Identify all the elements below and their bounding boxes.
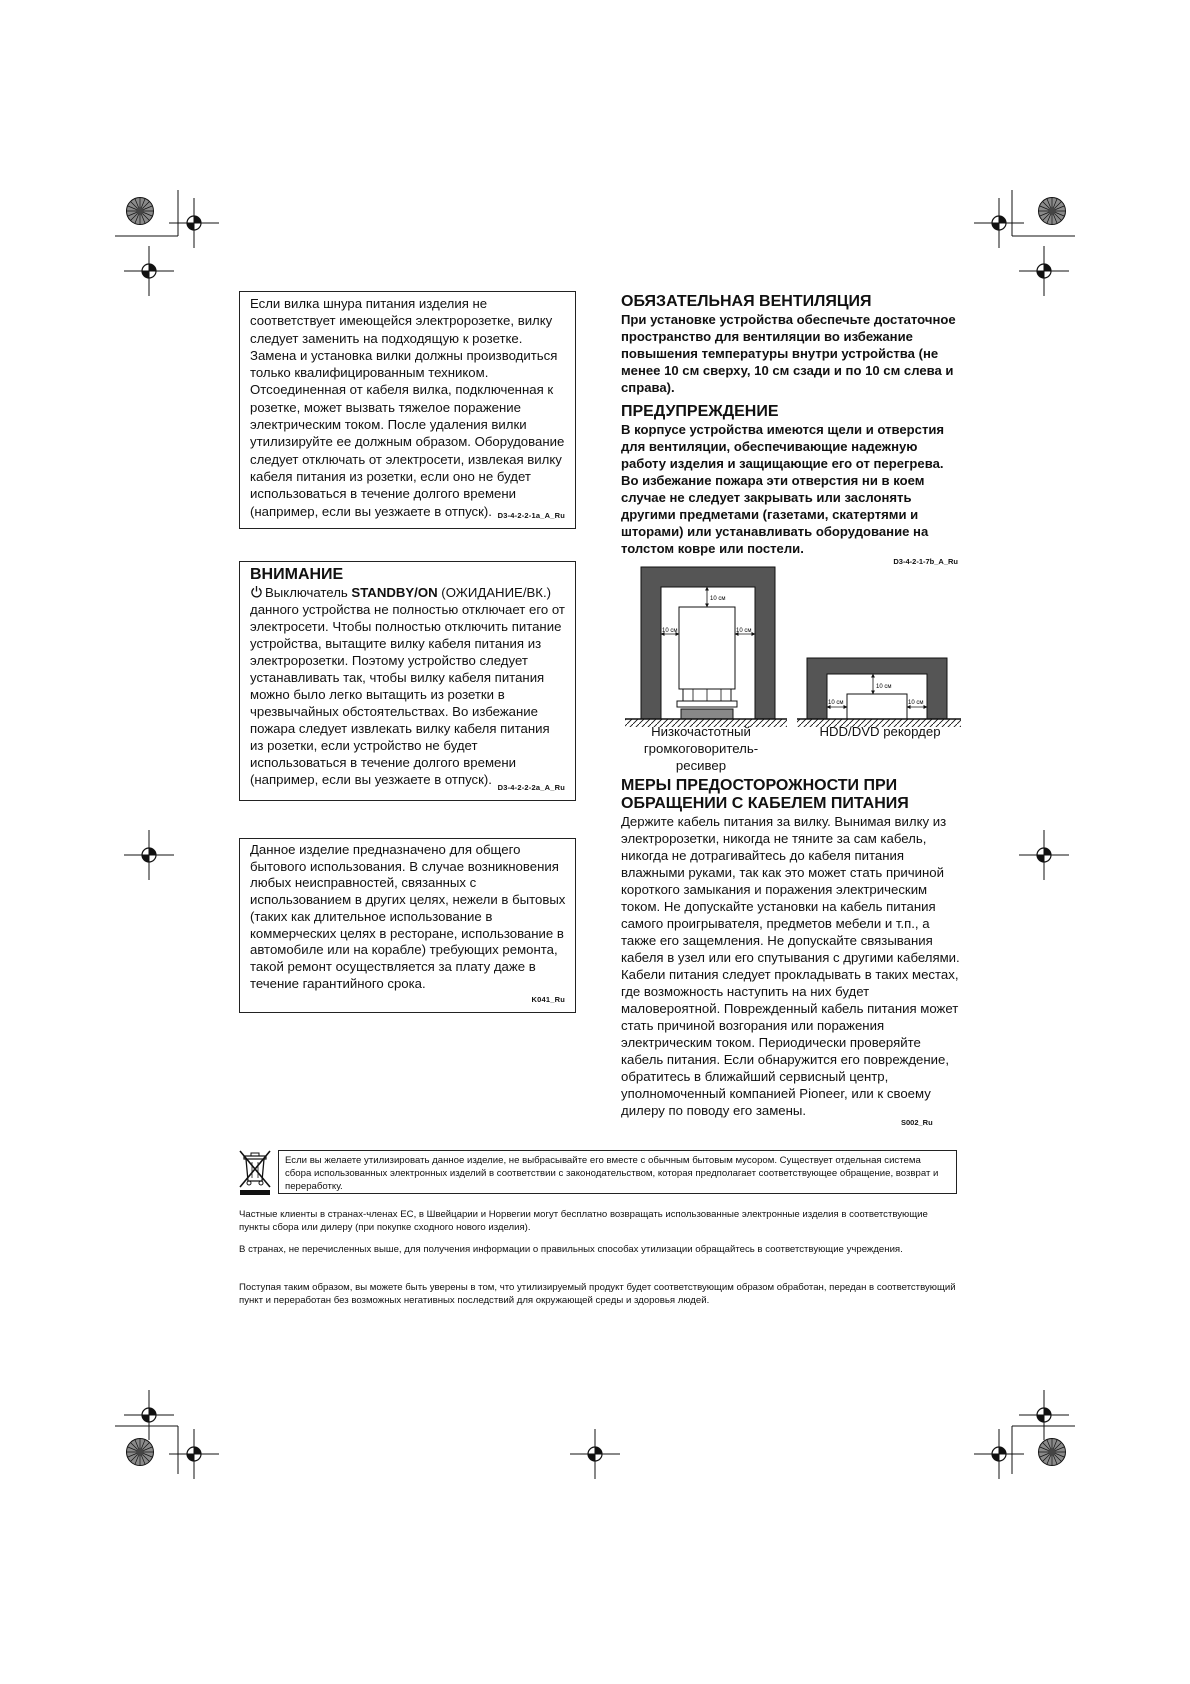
power-cord-code: S002_Ru xyxy=(901,1118,933,1127)
register-mark-middle-left xyxy=(124,830,174,880)
eu-return-paragraph: Частные клиенты в странах-членах ЕС, в Швейцарии и Норвегии могут бесплатно возвращать использованные электронные изделия в соответствующие пункты сбора или дилеру (при покупке сходного нового изделия). xyxy=(239,1209,928,1233)
register-mark-bottom-left xyxy=(169,1429,219,1479)
caution-notice xyxy=(239,561,576,801)
star-target-bottom-left xyxy=(127,1439,154,1466)
gap-label-top: 10 см xyxy=(710,596,726,602)
plug-replacement-notice xyxy=(239,291,576,529)
subwoofer-caption-2: громкоговоритель-ресивер xyxy=(643,741,759,773)
warning-title: ПРЕДУПРЕЖДЕНИЕ xyxy=(621,403,779,420)
caution-intro-after: (ОЖИДАНИЕ/ВК.) xyxy=(437,585,552,600)
household-use-notice xyxy=(239,838,576,1013)
power-cord-precautions xyxy=(621,777,961,1119)
register-mark-top-right xyxy=(974,198,1024,248)
star-target-top-right xyxy=(1039,198,1066,225)
crossed-out-bin-icon xyxy=(238,1147,272,1195)
household-use-text: Данное изделие предназначено для общего бытового использования. В случае возникновения любых неисправностей, связанных с использованием в других целях, нежели в бытовых (таких как длительное использование в коммерческих целях в ресторане, использование в автомобиле или на корабле) требующих ремонта, такой ремонт осуществляется за плату даже в течение гарантийного срока. xyxy=(250,842,566,991)
disposal-assurance-paragraph: Поступая таким образом, вы можете быть уверены в том, что утилизируемый продукт будет соответствующим образом обработан, передан в соответствующий пункт и переработан без возможных негативных последствий для окружающей среды и здоровья людей. xyxy=(239,1282,956,1306)
subwoofer-cabinet xyxy=(641,567,775,719)
warning-text: В корпусе устройства имеются щели и отверстия для вентиляции, обеспечивающие надежную работу изделия и защищающие его от перегрева. Во избежание пожара эти отверстия ни в коем случае не следует закрывать или заслонять другими предметами (газетами, скатертями и шторами) или устанавливать оборудование на толстом ковре или постели. xyxy=(621,422,945,556)
recorder-caption: HDD/DVD рекордер xyxy=(819,724,941,739)
register-mark-bottom-center xyxy=(570,1429,620,1479)
plug-replacement-text: Если вилка шнура питания изделия не соответствует имеющейся электророзетке, вилку следует заменить на подходящую к розетке. Замена и установка вилки должны производиться только квалифицированным техником. Отсоединенная от кабеля вилка, подключенная к розетке, может вызвать тяжелое поражение электрическим током. После удаления вилки утилизируйте ее должным образом. Оборудование следует отключать от электросети, извлекая вилку кабеля питания из розетки, если оно не будет использоваться в течение долгого времени (например, если вы уезжаете в отпуск). xyxy=(250,296,565,519)
warning-code: D3-4-2-1-7b_A_Ru xyxy=(893,557,958,566)
register-mark-top-left-2 xyxy=(124,246,174,296)
recorder-unit xyxy=(847,694,907,719)
standby-on-label: STANDBY/ON xyxy=(351,585,438,600)
gap-label-left: 10 см xyxy=(662,628,678,634)
power-cord-title-2: ОБРАЩЕНИИ С КАБЕЛЕМ ПИТАНИЯ xyxy=(621,795,909,812)
register-mark-bottom-right xyxy=(974,1429,1024,1479)
ventilation-title: ОБЯЗАТЕЛЬНАЯ ВЕНТИЛЯЦИЯ xyxy=(621,293,872,310)
register-mark-bottom-left-2 xyxy=(124,1390,174,1440)
register-mark-top-left xyxy=(169,198,219,248)
caution-title: ВНИМАНИЕ xyxy=(250,566,344,583)
caution-intro xyxy=(250,584,566,601)
weee-notice: Если вы желаете утилизировать данное изделие, не выбрасывайте его вместе с обычным бытовым мусором. Существует отдельная система сбора использованных электронных изделий в соответствии с законодательством, которая предполагает соответствующее обращение, возврат и переработку. xyxy=(278,1150,957,1194)
register-mark-top-right-2 xyxy=(1019,246,1069,296)
subwoofer-caption xyxy=(621,723,781,774)
register-mark-middle-right xyxy=(1019,830,1069,880)
power-cord-text: Держите кабель питания за вилку. Вынимая вилку из электророзетки, никогда не тяните за сам кабель, никогда не дотрагивайтесь до кабеля питания влажными руками, так как это может стать причиной короткого замыкания и поражения электрическим током. Не допускайте установки на кабель питания самого проигрывателя, предметов мебели и т.п., а также его защемления. Не допускайте связывания кабеля в узел или его спутывания с другими кабелями. Кабели питания следует прокладывать в таких местах, где возможность наступить на них будет маловероятной. Поврежденный кабель питания может стать причиной возгорания или поражения электрическим током. Периодически проверяйте кабель питания. Если обнаружится его повреждение, обратитесь в ближайший сервисный центр, уполномоченный компанией Pioneer, или к своему дилеру по поводу его замены. xyxy=(621,814,960,1118)
gap-label-right-2: 10 см xyxy=(908,700,924,706)
notice-code: D3-4-2-2-2a_A_Ru xyxy=(497,783,565,792)
notice-code: K041_Ru xyxy=(531,995,565,1004)
ventilation-text: При установке устройства обеспечьте достаточное пространство для вентиляции во избежание повышения температуры внутри устройства (не менее 10 см сверху, 10 см сзади и по 10 см слева и справа). xyxy=(621,312,956,395)
gap-label-top-2: 10 см xyxy=(876,684,892,690)
register-mark-bottom-right-2 xyxy=(1019,1390,1069,1440)
power-icon xyxy=(250,585,263,598)
right-column xyxy=(621,293,958,568)
subwoofer-caption-1: Низкочастотный xyxy=(651,724,751,739)
gap-label-left-2: 10 см xyxy=(828,700,844,706)
caution-text: данного устройства не полностью отключает его от электросети. Чтобы полностью отключить питание устройства, вытащите вилку кабеля питания из электророзетки. Поэтому устройство следует устанавливать так, чтобы вилку кабеля питания можно было легко вытащить из розетки в чрезвычайных обстоятельствах. Во избежание пожара следует извлекать вилку кабеля питания из розетки, если устройство не будет использоваться в течение долгого времени (например, если вы уезжаете в отпуск). xyxy=(250,602,565,787)
gap-label-right: 10 см xyxy=(736,628,752,634)
power-cord-title-1: МЕРЫ ПРЕДОСТОРОЖНОСТИ ПРИ xyxy=(621,777,898,794)
caution-intro-before: Выключатель xyxy=(265,585,352,600)
notice-code: D3-4-2-2-1a_A_Ru xyxy=(497,511,565,520)
recorder-cabinet xyxy=(807,658,947,719)
subwoofer-unit xyxy=(679,607,735,689)
other-countries-paragraph: В странах, не перечисленных выше, для получения информации о правильных способах утилизации обращайтесь в соответствующие учреждения. xyxy=(239,1244,903,1255)
star-target-top-left xyxy=(127,198,154,225)
star-target-bottom-right xyxy=(1039,1439,1066,1466)
